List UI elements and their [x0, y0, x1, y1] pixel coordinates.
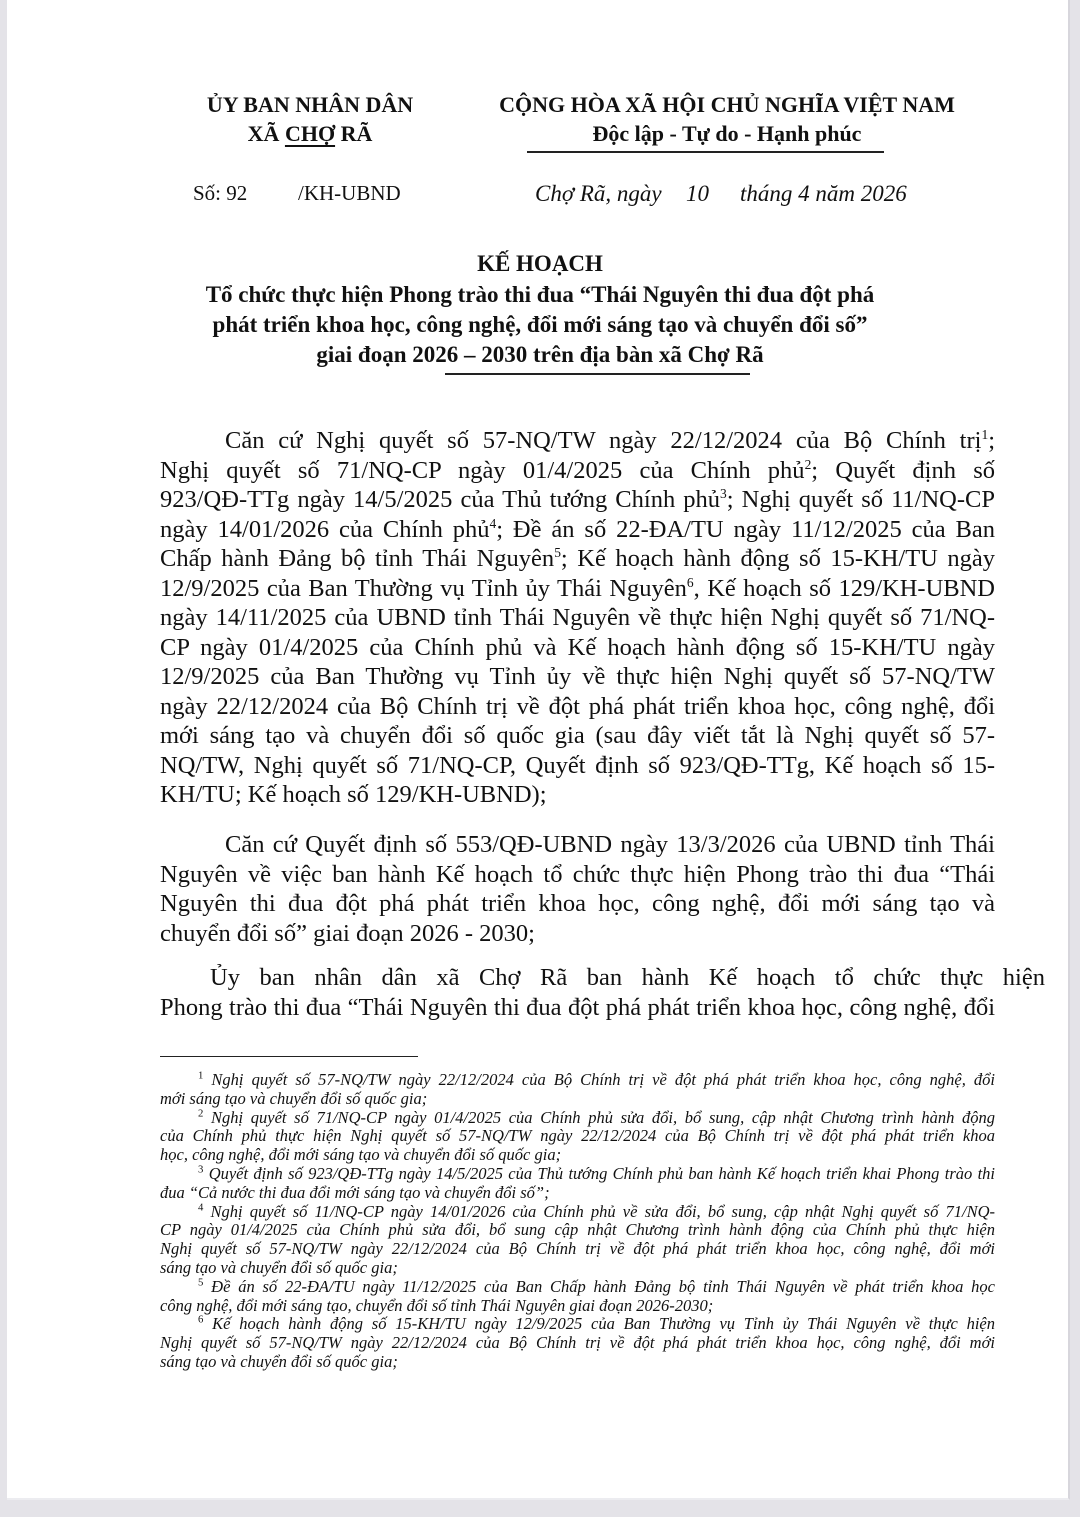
footnote-ref: 3	[720, 485, 727, 501]
footnote-number: 3	[198, 1163, 204, 1176]
footnote-line	[160, 1239, 995, 1258]
body-line	[160, 633, 995, 663]
footnote-number: 6	[198, 1313, 204, 1326]
body-line: Phong trào thi đua “Thái Nguyên thi đua đột phá phát triển khoa học, công nghệ, đổi	[160, 994, 995, 1021]
commune-underlined: CHỢ	[284, 121, 336, 146]
body-text: Nghị quyết số 71/NQ-CP ngày 01/4/2025 của Chính phủ	[160, 457, 805, 484]
national-motto: Độc lập - Tự do - Hạnh phúc	[592, 121, 862, 146]
body-line	[160, 544, 995, 574]
body-text: KH/TU; Kế hoạch số 129/KH-UBND);	[160, 781, 547, 808]
body-line	[160, 780, 995, 810]
body-line: Nguyên về việc ban hành Kế hoạch tổ chức thực hiện Phong trào thi đua “Thái	[160, 861, 995, 888]
footnote-text: Nghị quyết số 57-NQ/TW ngày 22/12/2024 của Bộ Chính trị về đột phá phát triển khoa học, công nghệ, đổi mới	[160, 1239, 995, 1258]
footnote-line	[198, 1070, 995, 1089]
body-text: NQ/TW, Nghị quyết số 71/NQ-CP, Quyết định số 923/QĐ-TTg, Kế hoạch số 15-	[160, 752, 995, 779]
title-line-2: phát triển khoa học, công nghệ, đổi mới sáng tạo và chuyển đổi số”	[212, 312, 868, 337]
body-text: Chấp hành Đảng bộ tỉnh Thái Nguyên	[160, 545, 555, 572]
body-line	[160, 456, 995, 486]
footnote-line	[198, 1277, 995, 1296]
body-text: ngày 14/01/2026 của Chính phủ	[160, 516, 490, 543]
commune-name	[195, 121, 425, 147]
document-number: Số: 92	[193, 181, 248, 205]
footnote-line	[160, 1089, 995, 1108]
footnote-line	[198, 1314, 995, 1333]
footnote-line	[160, 1352, 995, 1371]
body-text: ; Đề án số 22-ĐA/TU ngày 11/12/2025 của Ban	[496, 516, 995, 543]
footnote-ref: 1	[981, 426, 989, 442]
document-type-heading: KẾ HOẠCH	[477, 251, 603, 276]
body-text: ngày 14/11/2025 của UBND tỉnh Thái Nguyên về thực hiện Nghị quyết số 71/NQ-	[160, 604, 995, 631]
body-text: ;	[988, 427, 995, 454]
body-line	[160, 574, 995, 604]
commune-suffix: RÃ	[335, 121, 373, 146]
title-underline	[445, 373, 750, 375]
issuing-authority	[195, 92, 425, 118]
footnote-line	[160, 1333, 995, 1352]
footnote-separator	[160, 1056, 418, 1057]
document-number-suffix: /KH-UBND	[298, 181, 401, 205]
body-line	[160, 515, 995, 545]
date-day: 10	[686, 181, 709, 206]
body-text: mới sáng tạo và chuyển đổi số quốc gia (sau đây viết tắt là Nghị quyết số 57-	[160, 722, 995, 749]
footnote-ref: 5	[554, 544, 561, 560]
footnote-text: CP ngày 01/4/2025 của Chính phủ sửa đổi, bổ sung cập nhật Chương trình hành động của Chính phủ thực hiện	[160, 1220, 995, 1239]
footnote-ref: 6	[686, 574, 694, 590]
body-line	[160, 485, 995, 515]
footnote-line	[160, 1126, 995, 1145]
footnote-text: Kế hoạch hành động số 15-KH/TU ngày 12/9/2025 của Ban Thường vụ Tỉnh ủy Thái Nguyên về thực hiện	[212, 1314, 996, 1333]
title-line-1: Tổ chức thực hiện Phong trào thi đua “Thái Nguyên thi đua đột phá	[205, 282, 875, 307]
place-date-prefix: Chợ Rã, ngày	[535, 181, 662, 206]
body-text: ngày 22/12/2024 của Bộ Chính trị về đột phá phát triển khoa học, công nghệ, đổi	[160, 693, 995, 720]
footnote-text: mới sáng tạo và chuyển đổi số quốc gia;	[160, 1089, 428, 1108]
footnote-ref: 2	[804, 456, 812, 472]
body-text: 923/QĐ-TTg ngày 14/5/2025 của Thủ tướng Chính phủ	[160, 486, 721, 513]
body-text: CP ngày 01/4/2025 của Chính phủ và Kế hoạch hành động số 15-KH/TU ngày	[160, 634, 995, 661]
body-line	[160, 662, 995, 692]
footnote-text: học, công nghệ, đổi mới sáng tạo và chuyển đổi số quốc gia;	[160, 1145, 562, 1164]
body-line: Nguyên thi đua đột phá phát triển khoa học, công nghệ, đổi mới sáng tạo và	[160, 890, 995, 917]
footnote-text: sáng tạo và chuyển đổi số quốc gia;	[160, 1258, 398, 1277]
footnote-number: 1	[198, 1069, 204, 1082]
footnote-text: Nghị quyết số 57-NQ/TW ngày 22/12/2024 của Bộ Chính trị về đột phá phát triển khoa học, công nghệ, đổi mới	[160, 1333, 995, 1352]
document-page	[7, 0, 1070, 1500]
body-text: , Kế hoạch số 129/KH-UBND	[693, 575, 995, 602]
footnote-line	[160, 1183, 995, 1202]
footnote-line	[160, 1145, 995, 1164]
body-line	[225, 426, 995, 456]
body-text: 12/9/2025 của Ban Thường vụ Tỉnh ủy về thực hiện Nghị quyết số 57-NQ/TW	[160, 663, 995, 690]
body-line	[160, 692, 995, 722]
footnote-text: Nghị quyết số 11/NQ-CP ngày 14/01/2026 của Chính phủ về sửa đổi, bổ sung, cập nhật Nghị quyết số 71/NQ-	[210, 1202, 996, 1221]
footnote-text: Đề án số 22-ĐA/TU ngày 11/12/2025 của Ban Chấp hành Đảng bộ tỉnh Thái Nguyên về phát triển khoa học	[211, 1277, 995, 1296]
national-title: CỘNG HÒA XÃ HỘI CHỦ NGHĨA VIỆT NAM	[499, 92, 955, 117]
issuing-authority-line1: ỦY BAN NHÂN DÂN	[206, 92, 414, 117]
footnote-text: sáng tạo và chuyển đổi số quốc gia;	[160, 1352, 398, 1371]
body-text: ; Quyết định số	[811, 457, 995, 484]
footnote-line	[198, 1202, 995, 1221]
footnote-number: 2	[198, 1107, 204, 1120]
footnote-text: Quyết định số 923/QĐ-TTg ngày 14/5/2025 của Thủ tướng Chính phủ ban hành Kế hoạch triển khai Phong trào thi	[208, 1164, 995, 1183]
body-line	[160, 603, 995, 633]
footnote-text: đua “Cả nước thi đua đổi mới sáng tạo và chuyển đổi số”;	[160, 1183, 550, 1202]
footnote-line	[160, 1220, 995, 1239]
body-line: chuyển đổi số” giai đoạn 2026 - 2030;	[160, 920, 535, 947]
footnote-text: công nghệ, đổi mới sáng tạo, chuyển đổi số tỉnh Thái Nguyên giai đoạn 2026-2030;	[160, 1296, 714, 1315]
footnote-number: 4	[198, 1201, 204, 1214]
footnote-line	[198, 1108, 995, 1127]
footnote-ref: 4	[489, 515, 497, 531]
body-line: Căn cứ Quyết định số 553/QĐ-UBND ngày 13/3/2026 của UBND tỉnh Thái	[225, 831, 995, 858]
body-line: Ủy ban nhân dân xã Chợ Rã ban hành Kế hoạch tổ chức thực hiện	[210, 964, 1045, 991]
footnote-number: 5	[198, 1276, 204, 1289]
body-line	[160, 751, 995, 781]
body-text: 12/9/2025 của Ban Thường vụ Tỉnh ủy Thái Nguyên	[160, 575, 687, 602]
footnote-line	[160, 1258, 995, 1277]
body-text: ; Kế hoạch hành động số 15-KH/TU ngày	[560, 545, 995, 572]
title-line-3: giai đoạn 2026 – 2030 trên địa bàn xã Chợ Rã	[316, 342, 764, 367]
date-month-year: tháng 4 năm 2026	[740, 181, 907, 206]
footnote-text: Nghị quyết số 71/NQ-CP ngày 01/4/2025 của Chính phủ sửa đổi, bổ sung, cập nhật Chương trình hành động	[211, 1108, 995, 1127]
footnote-line	[198, 1164, 995, 1183]
footnote-line	[160, 1296, 995, 1315]
body-line	[160, 721, 995, 751]
footnote-text: Nghị quyết số 57-NQ/TW ngày 22/12/2024 của Bộ Chính trị về đột phá phát triển khoa học, công nghệ, đổi	[211, 1070, 996, 1089]
body-text: ; Nghị quyết số 11/NQ-CP	[726, 486, 996, 513]
commune-prefix: XÃ	[247, 121, 285, 146]
footnote-text: của Chính phủ thực hiện Nghị quyết số 57-NQ/TW ngày 22/12/2024 của Bộ Chính trị về đột phá phát triển khoa	[160, 1126, 995, 1145]
motto-underline	[527, 151, 884, 153]
body-text: Căn cứ Nghị quyết số 57-NQ/TW ngày 22/12/2024 của Bộ Chính trị	[225, 427, 982, 454]
